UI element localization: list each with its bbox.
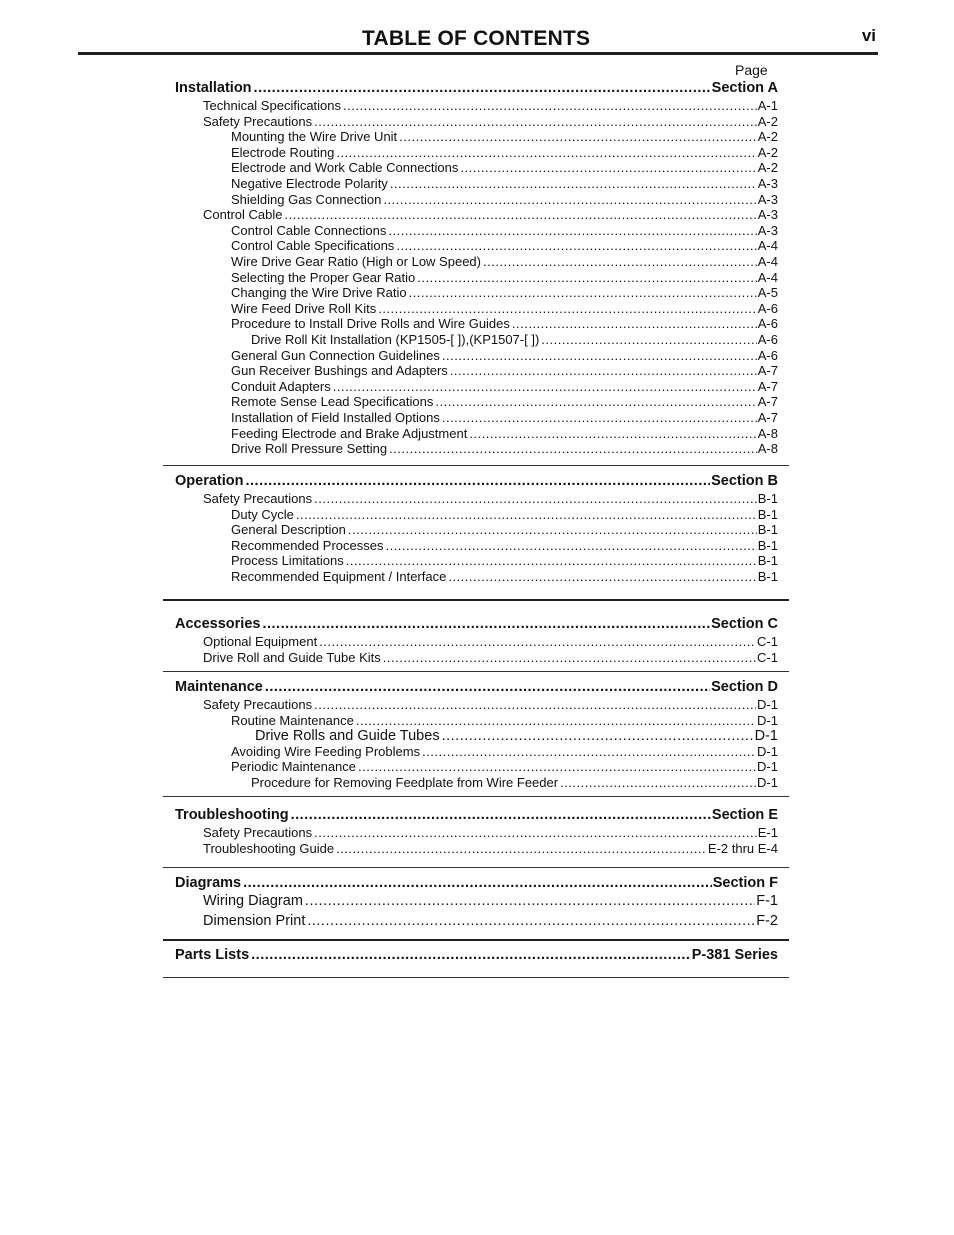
leader-dots: [417, 270, 756, 285]
section-heading: [175, 875, 778, 893]
entry-page: C-1: [757, 634, 778, 649]
leader-dots: [385, 538, 756, 553]
toc-entry: [231, 285, 778, 301]
toc-entry: [231, 426, 778, 442]
entry-page: D-1: [757, 712, 778, 728]
leader-dots: [390, 176, 757, 191]
toc-entry: [231, 129, 778, 145]
page-column-label: Page: [735, 62, 768, 78]
entry-label: Periodic Maintenance: [231, 759, 357, 775]
leader-dots: [358, 759, 756, 774]
leader-dots: [307, 913, 755, 929]
entry-label: Recommended Equipment / Interface: [231, 569, 447, 584]
entry-page: B-1: [757, 553, 778, 569]
leader-dots: [469, 426, 756, 441]
leader-dots: [378, 301, 757, 316]
toc-entry: [231, 394, 778, 410]
entry-label: Control Cable Connections: [231, 222, 387, 238]
entry-label: Electrode Routing: [231, 144, 335, 160]
toc-entry: [231, 759, 778, 775]
leader-dots: [346, 553, 757, 568]
entry-page: A-7: [757, 378, 778, 394]
entry-page: F-1: [756, 893, 778, 909]
entry-label: Operation: [175, 473, 244, 489]
toc-entry: [231, 507, 778, 523]
entry-label: Wiring Diagram: [203, 893, 303, 909]
leader-dots: [296, 507, 757, 522]
entry-label: Conduit Adapters: [231, 378, 331, 394]
section-divider: [163, 465, 789, 466]
entry-label: Procedure for Removing Feedplate from Wire Feeder: [251, 775, 559, 790]
entry-label: Safety Precautions: [203, 491, 313, 506]
section-heading: [175, 947, 778, 965]
entry-page: Section C: [711, 616, 778, 632]
entry-page: A-3: [757, 191, 778, 207]
entry-label: Troubleshooting: [175, 807, 289, 823]
entry-page: B-1: [757, 491, 778, 506]
section-divider: [163, 599, 789, 601]
toc-entry: [203, 825, 778, 841]
entry-label: Drive Roll Kit Installation (KP1505-[ ]),(KP1507-[ ]): [251, 332, 540, 347]
toc-entry: [231, 192, 778, 208]
leader-dots: [333, 379, 757, 394]
entry-label: Dimension Print: [203, 912, 306, 929]
entry-page: A-7: [757, 410, 778, 425]
leader-dots: [243, 875, 712, 891]
toc-entry: [231, 713, 778, 729]
leader-dots: [442, 348, 757, 363]
entry-label: Selecting the Proper Gear Ratio: [231, 269, 416, 285]
section-divider: [163, 796, 789, 797]
leader-dots: [435, 394, 756, 409]
leader-dots: [483, 254, 757, 269]
entry-page: B-1: [757, 537, 778, 553]
entry-label: Installation: [175, 80, 252, 96]
entry-label: Control Cable: [203, 207, 283, 223]
toc-entry: [231, 522, 778, 538]
entry-label: Shielding Gas Connection: [231, 191, 382, 207]
leader-dots: [336, 145, 756, 160]
toc-entry: [231, 569, 778, 585]
entry-page: D-1: [757, 697, 778, 712]
entry-label: Accessories: [175, 616, 261, 632]
leader-dots: [442, 410, 757, 425]
leader-dots: [383, 192, 756, 207]
leader-dots: [396, 238, 756, 253]
entry-label: Negative Electrode Polarity: [231, 176, 388, 191]
leader-dots: [422, 744, 756, 759]
entry-page: A-5: [757, 285, 778, 301]
toc-entry: [231, 145, 778, 161]
entry-page: A-6: [757, 332, 778, 347]
toc-entry: [203, 913, 778, 931]
entry-page: A-1: [757, 98, 778, 113]
toc-entry: [203, 893, 778, 911]
entry-label: Installation of Field Installed Options: [231, 410, 440, 425]
entry-page: E-2 thru E-4: [707, 840, 778, 856]
entry-label: General Gun Connection Guidelines: [231, 347, 440, 363]
leader-dots: [305, 893, 755, 909]
entry-page: D-1: [757, 743, 778, 759]
leader-dots: [356, 713, 756, 728]
entry-page: Section E: [711, 807, 778, 823]
leader-dots: [251, 947, 691, 963]
entry-label: Diagrams: [175, 875, 242, 891]
entry-page: Section D: [711, 679, 778, 695]
toc-entry: [231, 379, 778, 395]
entry-page: A-4: [757, 238, 778, 254]
entry-label: Avoiding Wire Feeding Problems: [231, 743, 421, 759]
entry-page: B-1: [757, 569, 778, 584]
entry-page: A-2: [757, 160, 778, 176]
toc-entry: [231, 238, 778, 254]
entry-label: Remote Sense Lead Specifications: [231, 394, 434, 410]
leader-dots: [409, 285, 757, 300]
entry-page: A-4: [757, 269, 778, 285]
toc-entry: [203, 697, 778, 713]
leader-dots: [448, 569, 756, 584]
entry-page: Section F: [712, 875, 778, 891]
leader-dots: [388, 223, 756, 238]
entry-page: A-8: [757, 441, 778, 457]
page-number: vi: [861, 26, 876, 45]
entry-label: Gun Receiver Bushings and Adapters: [231, 363, 448, 379]
entry-page: D-1: [754, 728, 778, 745]
leader-dots: [285, 207, 757, 222]
leader-dots: [541, 332, 756, 347]
entry-page: C-1: [757, 649, 778, 665]
entry-page: Section A: [711, 80, 778, 96]
entry-page: A-6: [757, 347, 778, 363]
leader-dots: [262, 616, 710, 632]
section-divider: [163, 671, 789, 672]
leader-dots: [319, 634, 756, 649]
entry-label: Duty Cycle: [231, 506, 294, 522]
section-heading: [175, 679, 778, 697]
toc-entry: [231, 553, 778, 569]
entry-label: Safety Precautions: [203, 825, 313, 840]
entry-label: Parts Lists: [175, 947, 250, 963]
toc-entry: [203, 841, 778, 857]
entry-page: B-1: [757, 522, 778, 538]
entry-page: D-1: [757, 759, 778, 775]
entry-page: E-1: [757, 825, 778, 840]
toc-entry: [231, 176, 778, 192]
leader-dots: [265, 679, 710, 695]
section-heading: [175, 473, 778, 491]
toc-entry: [231, 270, 778, 286]
toc-entry: [231, 538, 778, 554]
toc-entry: [231, 223, 778, 239]
toc-entry: [231, 301, 778, 317]
toc-entry: [231, 744, 778, 760]
entry-label: Electrode and Work Cable Connections: [231, 160, 459, 176]
entry-label: Control Cable Specifications: [231, 238, 395, 254]
entry-page: A-2: [757, 144, 778, 160]
section-heading: [175, 616, 778, 634]
leader-dots: [399, 129, 757, 144]
toc-entry: [203, 491, 778, 507]
entry-page: A-6: [757, 316, 778, 332]
entry-label: Technical Specifications: [203, 98, 342, 113]
leader-dots: [314, 825, 757, 840]
leader-dots: [512, 316, 757, 331]
toc-entry: [251, 775, 778, 791]
leader-dots: [314, 491, 757, 506]
leader-dots: [245, 473, 710, 489]
entry-page: A-3: [757, 222, 778, 238]
entry-label: Drive Rolls and Guide Tubes: [255, 728, 440, 745]
leader-dots: [291, 807, 711, 823]
entry-page: P-381 Series: [691, 947, 778, 963]
toc-entry: [231, 441, 778, 457]
entry-page: A-2: [757, 129, 778, 145]
entry-label: Drive Roll and Guide Tube Kits: [203, 649, 381, 665]
page-header: [78, 22, 878, 55]
entry-page: D-1: [757, 775, 778, 790]
entry-label: Wire Drive Gear Ratio (High or Low Speed): [231, 254, 481, 269]
section-heading: [175, 80, 778, 98]
leader-dots: [450, 363, 757, 378]
toc-entry: [203, 98, 778, 114]
entry-label: Maintenance: [175, 679, 263, 695]
section-heading: [175, 807, 778, 825]
entry-label: Optional Equipment: [203, 634, 318, 649]
entry-page: A-6: [757, 300, 778, 316]
leader-dots: [343, 98, 757, 113]
entry-page: A-3: [757, 207, 778, 223]
entry-page: A-3: [757, 176, 778, 191]
entry-label: Routine Maintenance: [231, 712, 354, 728]
entry-label: Mounting the Wire Drive Unit: [231, 129, 398, 145]
entry-label: Changing the Wire Drive Ratio: [231, 285, 407, 301]
toc-entry: [231, 160, 778, 176]
entry-label: General Description: [231, 522, 346, 538]
entry-page: F-2: [756, 912, 778, 929]
section-divider: [163, 867, 789, 868]
leader-dots: [336, 841, 707, 856]
entry-label: Feeding Electrode and Brake Adjustment: [231, 425, 468, 441]
toc-entry: [231, 363, 778, 379]
toc-entry: [231, 254, 778, 270]
leader-dots: [389, 441, 757, 456]
leader-dots: [442, 728, 754, 744]
section-divider: [163, 977, 789, 978]
toc-entry: [231, 348, 778, 364]
entry-page: Section B: [711, 473, 778, 489]
leader-dots: [314, 114, 757, 129]
toc-entry: [231, 410, 778, 426]
leader-dots: [460, 160, 756, 175]
toc-entry: [231, 316, 778, 332]
entry-page: A-4: [757, 254, 778, 269]
leader-dots: [348, 522, 757, 537]
leader-dots: [383, 650, 756, 665]
entry-label: Safety Precautions: [203, 697, 313, 712]
entry-label: Wire Feed Drive Roll Kits: [231, 300, 377, 316]
page-title: TABLE OF CONTENTS: [362, 27, 591, 50]
leader-dots: [314, 697, 756, 712]
section-divider: [163, 939, 789, 941]
entry-page: B-1: [757, 506, 778, 522]
toc-entry: [203, 650, 778, 666]
toc-entry: [203, 634, 778, 650]
toc-entry: [251, 332, 778, 348]
leader-dots: [560, 775, 756, 790]
entry-label: Safety Precautions: [203, 113, 313, 129]
entry-label: Drive Roll Pressure Setting: [231, 441, 388, 457]
entry-label: Process Limitations: [231, 553, 344, 569]
entry-label: Procedure to Install Drive Rolls and Wire Guides: [231, 316, 510, 332]
toc-entry: [203, 207, 778, 223]
entry-page: A-7: [757, 394, 778, 410]
entry-label: Troubleshooting Guide: [203, 840, 335, 856]
entry-page: A-2: [757, 113, 778, 129]
entry-page: A-8: [757, 425, 778, 441]
leader-dots: [254, 80, 711, 96]
entry-page: A-7: [757, 363, 778, 379]
entry-label: Recommended Processes: [231, 537, 384, 553]
toc-entry: [203, 114, 778, 130]
